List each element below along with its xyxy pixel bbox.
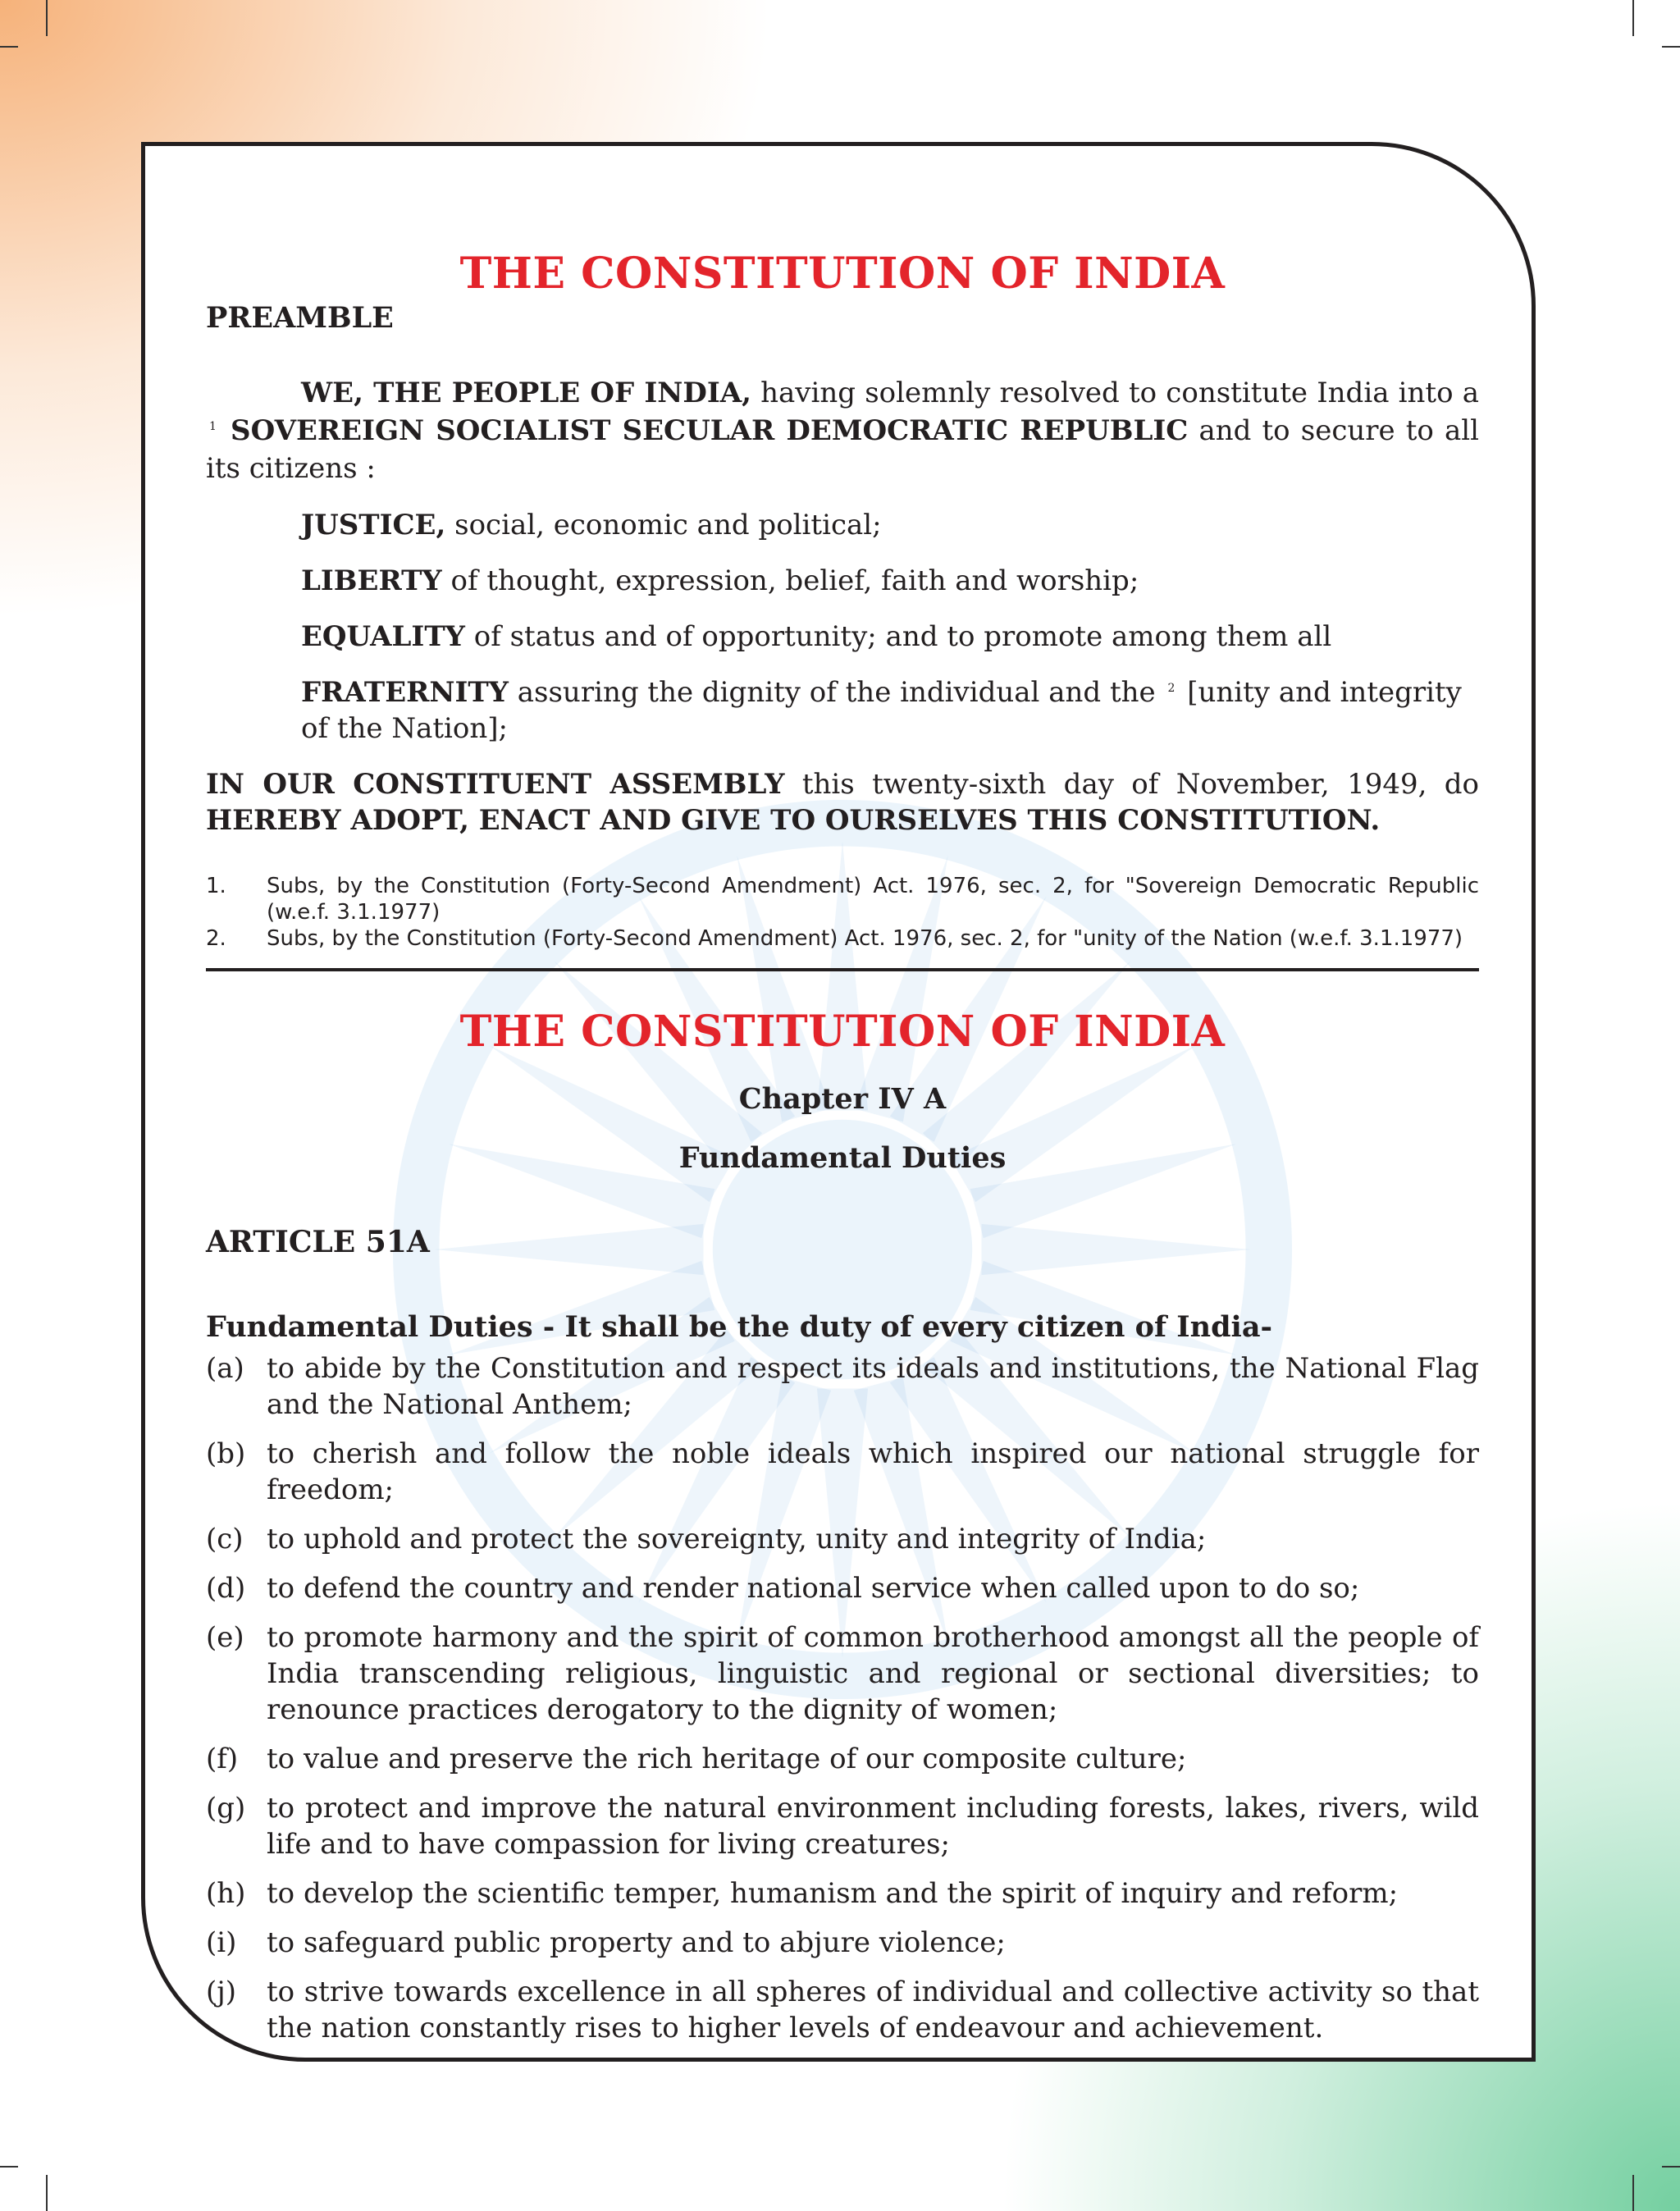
footnotes: [206, 873, 1479, 952]
assembly-bold-end: HEREBY ADOPT, ENACT AND GIVE TO OURSELVES THIS CONSTITUTION.: [206, 804, 1381, 837]
fraternity-end: [unity and integrity of the Nation];: [301, 676, 1462, 745]
section-divider: [206, 968, 1479, 971]
duty-text: to promote harmony and the spirit of common brotherhood amongst all the people of India transcending religious, linguistic and regional or sectional diversities; to renounce practices derogatory to the dignity of women;: [267, 1621, 1479, 1726]
duty-label: (g): [206, 1792, 246, 1825]
assembly-bold: IN OUR CONSTITUENT ASSEMBLY: [206, 768, 785, 801]
we-the-people: WE, THE PEOPLE OF INDIA,: [301, 377, 751, 409]
we-rest: having solemnly resolved to constitute India into a: [760, 377, 1479, 409]
liberty-rest: of thought, expression, belief, faith and worship;: [450, 564, 1139, 597]
duty-item: [206, 1521, 1479, 1557]
duty-text: to safeguard public property and to abjure violence;: [267, 1926, 1006, 1959]
justice-bold: JUSTICE,: [301, 509, 446, 541]
duties-heading: Fundamental Duties - It shall be the duty of every citizen of India-: [206, 1310, 1273, 1344]
duty-label: (j): [206, 1976, 237, 2008]
second-title: THE CONSTITUTION OF INDIA: [459, 1007, 1226, 1057]
crop-mark-tr-h: [1662, 46, 1680, 48]
duty-text: to uphold and protect the sovereignty, unity and integrity of India;: [267, 1523, 1207, 1555]
duty-label: (d): [206, 1572, 246, 1605]
assembly-mid: this twenty-sixth day of November, 1949, do: [801, 768, 1480, 801]
duty-text: to protect and improve the natural environment including forests, lakes, rivers, wild life and to have compassion for living creatures;: [267, 1792, 1479, 1861]
crop-mark-br-v: [1632, 2175, 1634, 2211]
duty-label: (f): [206, 1743, 239, 1775]
crop-mark-tl-h: [0, 46, 18, 48]
footnote-number: 1.: [206, 874, 226, 898]
duty-text: to defend the country and render national service when called upon to do so;: [267, 1572, 1360, 1605]
duty-item: [206, 1350, 1479, 1423]
footnote-text: Subs, by the Constitution (Forty-Second Amendment) Act. 1976, sec. 2, for "unity of the Nation (w.e.f. 3.1.1977): [267, 926, 1463, 951]
duties-list: [206, 1350, 1479, 2046]
assembly-paragraph: [206, 766, 1479, 838]
document-content: [206, 249, 1479, 2046]
equality-bold: EQUALITY: [301, 620, 465, 653]
footnote-marker-1: 1: [209, 419, 217, 433]
liberty-line: [206, 563, 1479, 599]
equality-rest: of status and of opportunity; and to promote among them all: [473, 620, 1332, 653]
fraternity-bold: FRATERNITY: [301, 676, 509, 709]
article-heading: ARTICLE 51A: [206, 1225, 430, 1259]
duty-item: [206, 1875, 1479, 1912]
justice-line: [206, 507, 1479, 543]
duty-label: (h): [206, 1877, 246, 1910]
document-frame: [141, 142, 1536, 2062]
footnote-marker-2: 2: [1167, 681, 1176, 695]
page-title: THE CONSTITUTION OF INDIA: [459, 249, 1226, 299]
duty-text: to strive towards excellence in all spheres of individual and collective activity so that the nation constantly rises to higher levels of endeavour and achievement.: [267, 1976, 1479, 2044]
duty-text: to abide by the Constitution and respect its ideals and institutions, the National Flag and the National Anthem;: [267, 1352, 1479, 1421]
duty-text: to develop the scientific temper, humanism and the spirit of inquiry and reform;: [267, 1877, 1399, 1910]
duty-label: (b): [206, 1437, 246, 1470]
crop-mark-tr-v: [1632, 0, 1634, 36]
duty-item: [206, 1619, 1479, 1728]
duty-label: (i): [206, 1926, 237, 1959]
duty-item: [206, 1790, 1479, 1862]
fraternity-line: [206, 674, 1479, 747]
chapter-subtitle: Fundamental Duties: [678, 1141, 1007, 1175]
duty-item: [206, 1741, 1479, 1777]
duty-label: (c): [206, 1523, 244, 1555]
duty-text: to cherish and follow the noble ideals which inspired our national struggle for freedom;: [267, 1437, 1479, 1506]
crop-mark-bl-v: [46, 2175, 48, 2211]
duty-item: [206, 1974, 1479, 2046]
footnote-text: Subs, by the Constitution (Forty-Second Amendment) Act. 1976, sec. 2, for "Sovereign Democratic Republic (w.e.f. 3.1.1977): [267, 874, 1479, 925]
duty-label: (e): [206, 1621, 244, 1654]
crop-mark-br-h: [1662, 2166, 1680, 2168]
republic-text: SOVEREIGN SOCIALIST SECULAR DEMOCRATIC REPUBLIC: [231, 414, 1189, 447]
equality-line: [206, 619, 1479, 655]
crop-mark-bl-h: [0, 2166, 18, 2168]
preamble-label: PREAMBLE: [206, 301, 394, 335]
fraternity-rest: assuring the dignity of the individual and the: [517, 676, 1156, 709]
duty-item: [206, 1925, 1479, 1961]
footnote-item: [206, 873, 1479, 925]
footnote-item: [206, 925, 1479, 952]
preamble-opening: [206, 374, 1479, 487]
chapter-heading: Chapter IV A: [738, 1082, 947, 1116]
duty-item: [206, 1436, 1479, 1508]
duty-label: (a): [206, 1352, 244, 1385]
liberty-bold: LIBERTY: [301, 564, 442, 597]
justice-rest: social, economic and political;: [454, 509, 882, 541]
duty-text: to value and preserve the rich heritage of our composite culture;: [267, 1743, 1187, 1775]
crop-mark-tl-v: [46, 0, 48, 36]
duty-item: [206, 1570, 1479, 1606]
republic-rest: and to secure to all its citizens :: [206, 414, 1480, 485]
footnote-number: 2.: [206, 926, 226, 951]
